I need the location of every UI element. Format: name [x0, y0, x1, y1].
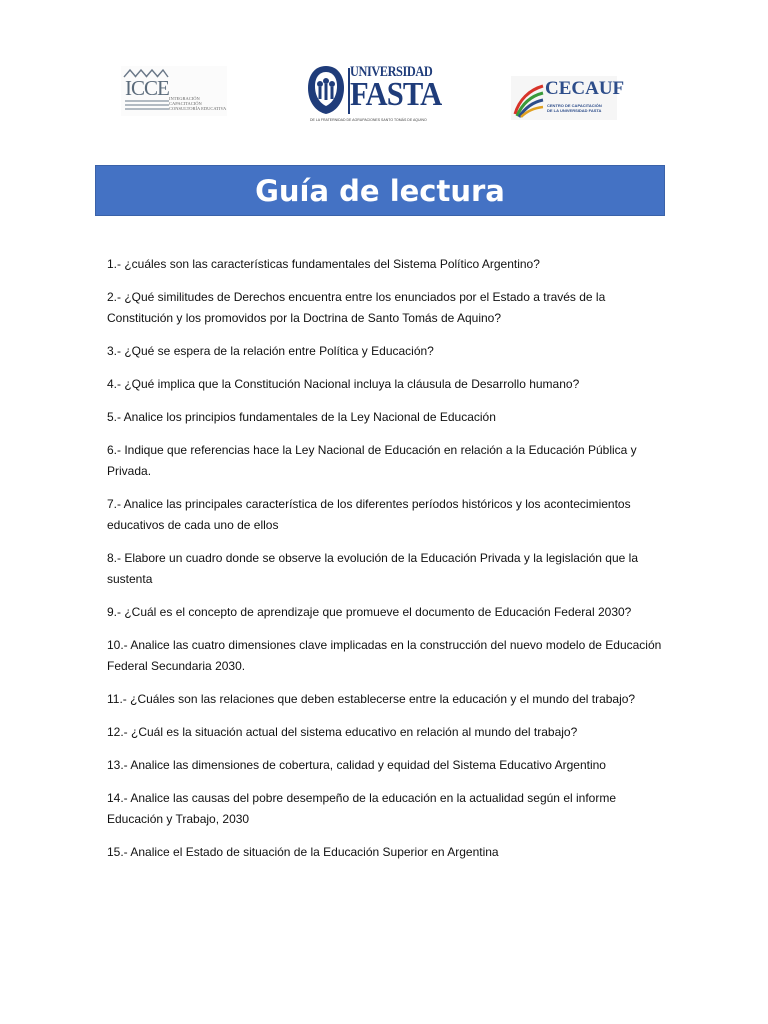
title-banner — [95, 165, 665, 216]
question-item: 15.- Analice el Estado de situación de la Educación Superior en Argentina — [107, 845, 499, 859]
icce-logo — [121, 66, 227, 116]
question-item: 1.- ¿cuáles son las características fundamentales del Sistema Político Argentino? — [107, 257, 540, 271]
question-item: 14.- Analice las causas del pobre desempeño de la educación en la actualidad según el informe Educación y Trabajo, 2030 — [107, 791, 617, 826]
fasta-logo — [306, 62, 442, 124]
cecauf-subtitle-line: CENTRO DE CAPACITACIÓN — [547, 103, 602, 108]
question-item: 6.- Indique que referencias hace la Ley Nacional de Educación en relación a la Educación Pública y Privada. — [107, 443, 637, 478]
question-item: 10.- Analice las cuatro dimensiones clave implicadas en la construcción del nuevo modelo de Educación Federal Secundaria 2030. — [107, 638, 662, 673]
fasta-wordmark: FASTA — [350, 76, 442, 113]
question-item: 13.- Analice las dimensiones de cobertura, calidad y equidad del Sistema Educativo Argentino — [107, 758, 606, 772]
question-item: 9.- ¿Cuál es el concepto de aprendizaje que promueve el documento de Educación Federal 2030? — [107, 605, 632, 619]
question-item: 4.- ¿Qué implica que la Constitución Nacional incluya la cláusula de Desarrollo humano? — [107, 377, 580, 391]
question-list — [107, 254, 667, 863]
question-item: 7.- Analice las principales característica de los diferentes períodos históricos y los acontecimientos educativos de cada uno de ellos — [107, 497, 631, 532]
icce-subtitle-line: CONSULTORÍA EDUCATIVA — [169, 106, 227, 111]
question-item: 2.- ¿Qué similitudes de Derechos encuentra entre los enunciados por el Estado a través de la Constitución y los promovidos por la Doctrina de Santo Tomás de Aquino? — [107, 290, 606, 325]
icce-subtitle — [169, 96, 226, 111]
icce-subtitle-line: INTEGRACIÓN — [169, 96, 200, 101]
cecauf-logo — [511, 76, 625, 120]
icce-wordmark: ICCE — [125, 76, 169, 100]
cecauf-subtitle-line: DE LA UNIVERSIDAD FASTA — [547, 108, 602, 113]
cecauf-subtitle — [547, 103, 602, 113]
cecauf-swoosh-icon — [513, 80, 545, 118]
cecauf-wordmark: CECAUF — [545, 78, 625, 99]
question-item: 8.- Elabore un cuadro donde se observe la evolución de la Educación Privada y la legislación que la sustenta — [107, 551, 639, 586]
icce-subtitle-line: CAPACITACIÓN — [169, 101, 202, 106]
question-item: 5.- Analice los principios fundamentales de la Ley Nacional de Educación — [107, 410, 496, 424]
stripes-icon — [125, 99, 169, 111]
question-item: 12.- ¿Cuál es la situación actual del sistema educativo en relación al mundo del trabajo? — [107, 725, 578, 739]
logo-row — [0, 0, 768, 150]
question-item: 3.- ¿Qué se espera de la relación entre Política y Educación? — [107, 344, 434, 358]
fasta-shield-icon — [306, 64, 346, 116]
fasta-university-label: UNIVERSIDAD — [350, 64, 433, 80]
question-item: 11.- ¿Cuáles son las relaciones que deben establecerse entre la educación y el mundo del trabajo? — [107, 692, 636, 706]
page-title: Guía de lectura — [255, 173, 505, 208]
fasta-tagline: DE LA FRATERNIDAD DE AGRUPACIONES SANTO TOMÁS DE AQUINO — [310, 118, 427, 122]
